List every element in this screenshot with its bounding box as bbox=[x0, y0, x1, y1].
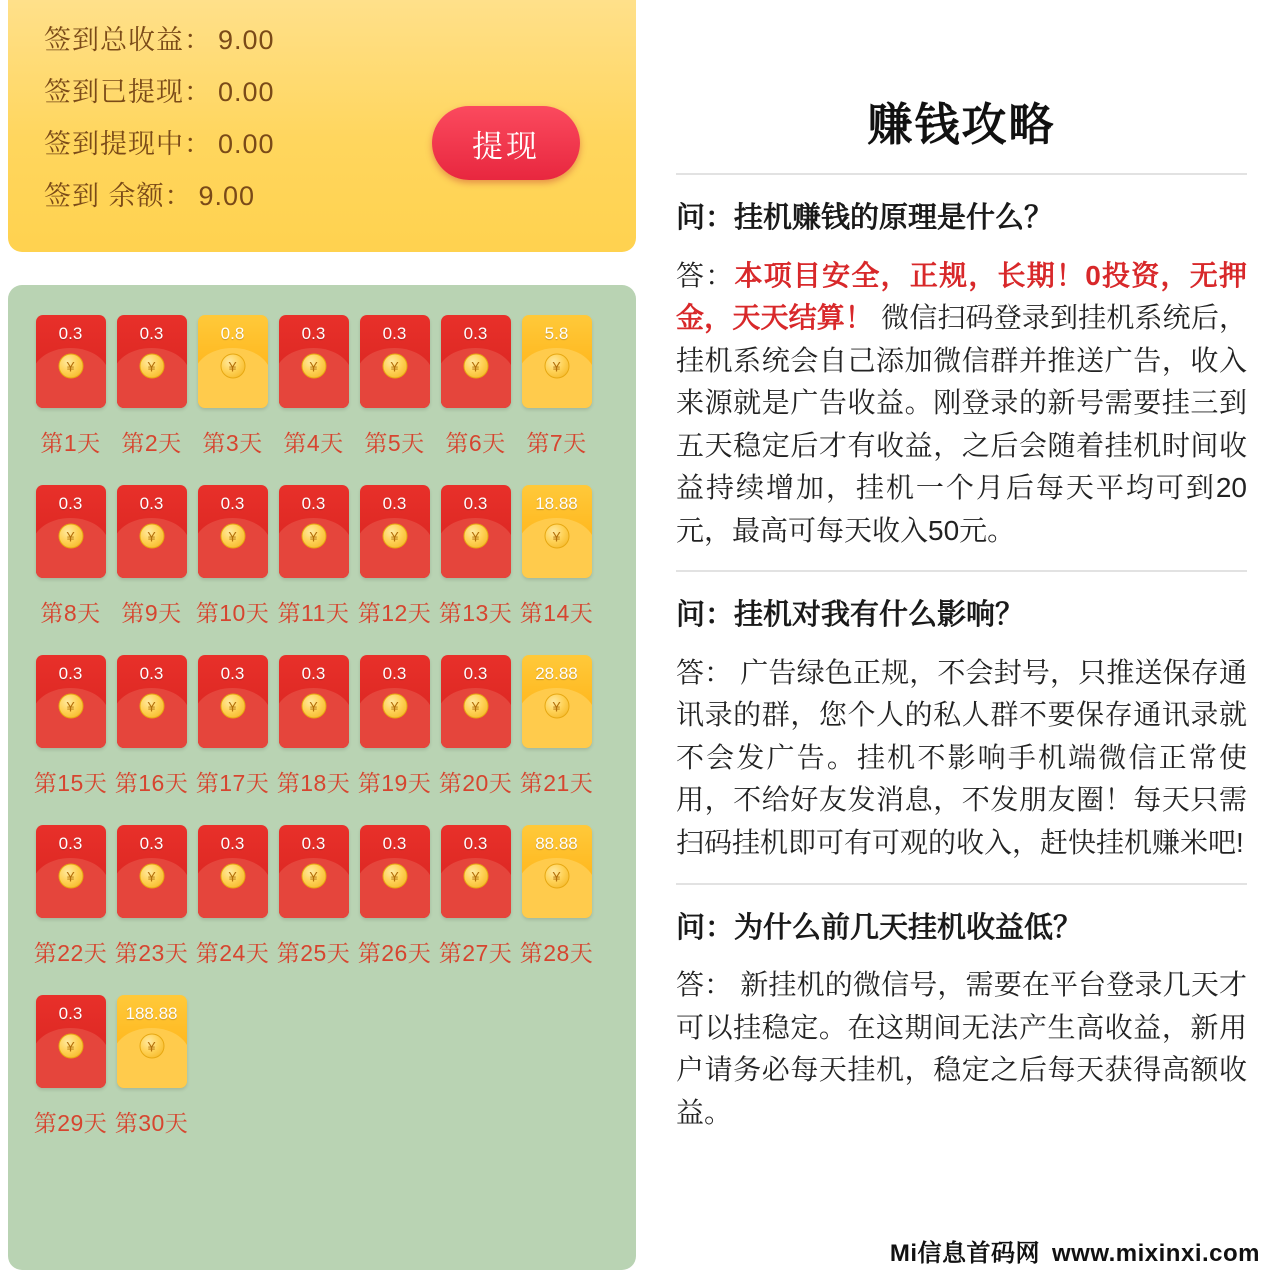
envelope-amount: 0.3 bbox=[139, 664, 164, 683]
coin-icon: ¥ bbox=[544, 354, 569, 379]
envelope-amount: 0.3 bbox=[301, 834, 326, 853]
envelope-amount: 0.3 bbox=[382, 664, 407, 683]
coin-icon: ¥ bbox=[463, 354, 488, 379]
calendar-week bbox=[30, 315, 614, 481]
calendar-day-cell[interactable] bbox=[192, 315, 273, 481]
calendar-day-label: 第5天 bbox=[364, 430, 425, 456]
calendar-day-label: 第13天 bbox=[438, 600, 513, 626]
calendar-day-cell[interactable] bbox=[516, 655, 597, 821]
faq-item bbox=[676, 883, 1247, 1135]
red-envelope-icon[interactable] bbox=[279, 315, 349, 408]
coin-icon: ¥ bbox=[544, 694, 569, 719]
calendar-day-label: 第1天 bbox=[40, 430, 101, 456]
faq-answer-prefix: 答： bbox=[676, 259, 735, 291]
red-envelope-icon[interactable] bbox=[117, 315, 187, 408]
calendar-day-cell[interactable] bbox=[435, 655, 516, 821]
calendar-day-label: 第12天 bbox=[357, 600, 432, 626]
envelope-amount: 0.3 bbox=[58, 1004, 83, 1023]
faq-answer bbox=[676, 964, 1247, 1134]
calendar-day-cell[interactable] bbox=[435, 825, 516, 991]
calendar-day-cell[interactable] bbox=[30, 315, 111, 481]
calendar-day-label: 第26天 bbox=[357, 940, 432, 966]
calendar-day-label: 第19天 bbox=[357, 770, 432, 796]
envelope-amount: 0.3 bbox=[58, 664, 83, 683]
calendar-day-cell[interactable] bbox=[111, 485, 192, 651]
calendar-week-row bbox=[30, 655, 614, 821]
red-envelope-icon[interactable] bbox=[360, 655, 430, 748]
calendar-day-cell[interactable] bbox=[30, 825, 111, 991]
calendar-day-cell[interactable] bbox=[273, 315, 354, 481]
coin-icon: ¥ bbox=[544, 524, 569, 549]
calendar-day-cell[interactable] bbox=[354, 315, 435, 481]
divider bbox=[676, 570, 1247, 572]
red-envelope-icon[interactable] bbox=[117, 655, 187, 748]
red-envelope-icon[interactable] bbox=[117, 485, 187, 578]
calendar-day-cell[interactable] bbox=[111, 825, 192, 991]
withdraw-button[interactable]: 提现 bbox=[432, 106, 580, 180]
faq-question: 问：为什么前几天挂机收益低？ bbox=[676, 911, 1083, 944]
coin-icon: ¥ bbox=[58, 864, 83, 889]
envelope-amount: 0.3 bbox=[220, 664, 245, 683]
calendar-day-label: 第22天 bbox=[33, 940, 108, 966]
envelope-amount: 0.3 bbox=[382, 834, 407, 853]
calendar-day-cell[interactable] bbox=[516, 315, 597, 481]
calendar-day-cell[interactable] bbox=[111, 655, 192, 821]
divider bbox=[676, 173, 1247, 175]
faq-answer-highlight: 本项目安全，正规，长期！0投资，无押金，天天结算！ bbox=[676, 259, 1247, 334]
calendar-day-label: 第3天 bbox=[202, 430, 263, 456]
calendar-week-row bbox=[30, 825, 614, 991]
envelope-amount: 0.3 bbox=[463, 834, 488, 853]
faq-answer bbox=[676, 255, 1247, 553]
red-envelope-icon[interactable] bbox=[441, 485, 511, 578]
faq-answer-prefix: 答： bbox=[676, 656, 733, 688]
calendar-week bbox=[30, 995, 614, 1161]
calendar-day-label: 第9天 bbox=[121, 600, 182, 626]
calendar-day-label: 第21天 bbox=[519, 770, 594, 796]
coin-icon: ¥ bbox=[382, 694, 407, 719]
signin-calendar-card bbox=[8, 285, 636, 1270]
signin-stat-value: 9.00 bbox=[198, 181, 256, 211]
coin-icon: ¥ bbox=[463, 864, 488, 889]
calendar-day-label: 第27天 bbox=[438, 940, 513, 966]
red-envelope-icon[interactable] bbox=[441, 655, 511, 748]
signin-stat-value: 0.00 bbox=[218, 129, 275, 159]
red-envelope-icon[interactable] bbox=[36, 655, 106, 748]
red-envelope-icon[interactable] bbox=[279, 655, 349, 748]
calendar-day-label: 第4天 bbox=[283, 430, 344, 456]
envelope-amount: 0.3 bbox=[463, 324, 488, 343]
calendar-day-label: 第11天 bbox=[277, 600, 350, 626]
calendar-day-cell[interactable] bbox=[111, 315, 192, 481]
coin-icon: ¥ bbox=[139, 694, 164, 719]
red-envelope-icon[interactable] bbox=[36, 825, 106, 918]
coin-icon: ¥ bbox=[139, 354, 164, 379]
coin-icon: ¥ bbox=[301, 694, 326, 719]
calendar-day-cell[interactable] bbox=[192, 485, 273, 651]
calendar-day-cell[interactable] bbox=[435, 315, 516, 481]
calendar-day-cell[interactable] bbox=[273, 485, 354, 651]
watermark bbox=[890, 1233, 1260, 1268]
red-envelope-icon[interactable] bbox=[279, 485, 349, 578]
red-envelope-icon[interactable] bbox=[198, 485, 268, 578]
envelope-amount: 0.3 bbox=[58, 494, 83, 513]
envelope-amount: 0.3 bbox=[382, 494, 407, 513]
envelope-amount: 0.3 bbox=[463, 494, 488, 513]
coin-icon: ¥ bbox=[139, 524, 164, 549]
calendar-day-label: 第15天 bbox=[33, 770, 108, 796]
calendar-day-label: 第30天 bbox=[114, 1110, 189, 1136]
coin-icon: ¥ bbox=[58, 694, 83, 719]
coin-icon: ¥ bbox=[301, 864, 326, 889]
red-envelope-icon[interactable] bbox=[522, 825, 592, 918]
faq-answer-body: 广告绿色正规，不会封号，只推送保存通讯录的群，您个人的私人群不要保存通讯录就不会发广告。挂机不影响手机端微信正常使用，不给好友发消息，不发朋友圈！每天只需扫码挂机即可有可观的收入，赶快挂机赚米吧! bbox=[676, 656, 1247, 859]
calendar-day-label: 第24天 bbox=[195, 940, 270, 966]
envelope-amount: 188.88 bbox=[125, 1004, 178, 1023]
calendar-day-cell[interactable] bbox=[435, 485, 516, 651]
calendar-week-row bbox=[30, 315, 614, 481]
coin-icon: ¥ bbox=[139, 1034, 164, 1059]
calendar-day-cell[interactable] bbox=[111, 995, 192, 1161]
envelope-amount: 0.3 bbox=[463, 664, 488, 683]
red-envelope-icon[interactable] bbox=[522, 655, 592, 748]
calendar-day-label: 第6天 bbox=[445, 430, 506, 456]
coin-icon: ¥ bbox=[301, 354, 326, 379]
envelope-amount: 5.8 bbox=[544, 324, 569, 343]
red-envelope-icon[interactable] bbox=[36, 485, 106, 578]
red-envelope-icon[interactable] bbox=[441, 825, 511, 918]
coin-icon: ¥ bbox=[220, 864, 245, 889]
envelope-amount: 0.3 bbox=[220, 834, 245, 853]
envelope-amount: 0.3 bbox=[139, 834, 164, 853]
red-envelope-icon[interactable] bbox=[36, 315, 106, 408]
right-panel bbox=[644, 0, 1280, 1280]
envelope-amount: 0.3 bbox=[139, 494, 164, 513]
faq-answer-prefix: 答： bbox=[676, 969, 733, 1001]
signin-stat-label: 签到 余额： bbox=[44, 181, 193, 211]
divider bbox=[676, 883, 1247, 885]
calendar-day-label: 第16天 bbox=[114, 770, 189, 796]
page-title: 赚钱攻略 bbox=[867, 99, 1056, 150]
calendar-day-label: 第2天 bbox=[121, 430, 182, 456]
red-envelope-icon[interactable] bbox=[36, 995, 106, 1088]
signin-stat-label: 签到提现中： bbox=[44, 129, 212, 159]
calendar-day-cell[interactable] bbox=[516, 485, 597, 651]
faq-answer-body: 新挂机的微信号，需要在平台登录几天才可以挂稳定。在这期间无法产生高收益，新用户请务必每天挂机，稳定之后每天获得高额收益。 bbox=[676, 969, 1247, 1128]
faq-answer bbox=[676, 652, 1247, 865]
calendar-week bbox=[30, 825, 614, 991]
calendar-day-label: 第28天 bbox=[519, 940, 594, 966]
faq-answer-body: 微信扫码登录到挂机系统后，挂机系统会自己添加微信群并推送广告，收入来源就是广告收益。刚登录的新号需要挂三到五天稳定后才有收益，之后会随着挂机时间收益持续增加，挂机一个月后每天平均可到20元，最高可每天收入50元。 bbox=[676, 302, 1247, 546]
signin-stat-label: 签到总收益： bbox=[44, 25, 212, 55]
coin-icon: ¥ bbox=[382, 864, 407, 889]
red-envelope-icon[interactable] bbox=[522, 485, 592, 578]
envelope-amount: 88.88 bbox=[535, 834, 578, 853]
envelope-amount: 0.3 bbox=[220, 494, 245, 513]
coin-icon: ¥ bbox=[58, 524, 83, 549]
envelope-amount: 0.3 bbox=[58, 834, 83, 853]
calendar-day-cell[interactable] bbox=[30, 485, 111, 651]
faq-item bbox=[676, 173, 1247, 552]
calendar-day-cell[interactable] bbox=[192, 655, 273, 821]
calendar-day-cell[interactable] bbox=[192, 825, 273, 991]
calendar-day-cell[interactable] bbox=[354, 655, 435, 821]
red-envelope-icon[interactable] bbox=[522, 315, 592, 408]
calendar-day-cell[interactable] bbox=[30, 655, 111, 821]
red-envelope-icon[interactable] bbox=[198, 315, 268, 408]
envelope-amount: 0.8 bbox=[220, 324, 245, 343]
calendar-day-label: 第29天 bbox=[33, 1110, 108, 1136]
watermark-site: www.mixinxi.com bbox=[1052, 1240, 1260, 1267]
envelope-amount: 28.88 bbox=[535, 664, 578, 683]
calendar-week-row bbox=[30, 995, 614, 1161]
coin-icon: ¥ bbox=[463, 694, 488, 719]
signin-stat-value: 0.00 bbox=[218, 77, 275, 107]
calendar-day-cell[interactable] bbox=[354, 825, 435, 991]
coin-icon: ¥ bbox=[220, 524, 245, 549]
envelope-amount: 0.3 bbox=[301, 494, 326, 513]
red-envelope-icon[interactable] bbox=[198, 655, 268, 748]
envelope-amount: 0.3 bbox=[58, 324, 83, 343]
calendar-day-cell[interactable] bbox=[30, 995, 111, 1161]
red-envelope-icon[interactable] bbox=[198, 825, 268, 918]
signin-stat-row bbox=[44, 18, 612, 70]
calendar-day-label: 第14天 bbox=[519, 600, 594, 626]
coin-icon: ¥ bbox=[58, 354, 83, 379]
calendar-day-label: 第23天 bbox=[114, 940, 189, 966]
calendar-day-label: 第18天 bbox=[276, 770, 351, 796]
coin-icon: ¥ bbox=[220, 354, 245, 379]
envelope-amount: 0.3 bbox=[382, 324, 407, 343]
calendar-day-label: 第25天 bbox=[276, 940, 351, 966]
faq-item bbox=[676, 570, 1247, 864]
coin-icon: ¥ bbox=[220, 694, 245, 719]
faq-question: 问：挂机赚钱的原理是什么？ bbox=[676, 202, 1054, 234]
red-envelope-icon[interactable] bbox=[360, 315, 430, 408]
signin-stat-row bbox=[44, 174, 612, 226]
red-envelope-icon[interactable] bbox=[279, 825, 349, 918]
envelope-amount: 0.3 bbox=[139, 324, 164, 343]
signin-stat-label: 签到已提现： bbox=[44, 77, 212, 107]
coin-icon: ¥ bbox=[301, 524, 326, 549]
calendar-day-label: 第8天 bbox=[40, 600, 101, 626]
watermark-brand: Mi信息首码网 bbox=[889, 1240, 1040, 1267]
calendar-day-cell[interactable] bbox=[354, 485, 435, 651]
calendar-day-cell[interactable] bbox=[516, 825, 597, 991]
calendar-day-label: 第20天 bbox=[438, 770, 513, 796]
calendar-day-label: 第7天 bbox=[526, 430, 587, 456]
calendar-day-label: 第17天 bbox=[195, 770, 270, 796]
calendar-day-cell[interactable] bbox=[273, 655, 354, 821]
coin-icon: ¥ bbox=[382, 524, 407, 549]
calendar-week-row bbox=[30, 485, 614, 651]
coin-icon: ¥ bbox=[544, 864, 569, 889]
signin-summary-card bbox=[8, 0, 636, 252]
coin-icon: ¥ bbox=[463, 524, 488, 549]
envelope-amount: 0.3 bbox=[301, 324, 326, 343]
calendar-week bbox=[30, 655, 614, 821]
signin-stat-value: 9.00 bbox=[218, 25, 275, 55]
calendar-weeks bbox=[30, 315, 614, 1161]
faq-question: 问：挂机对我有什么影响？ bbox=[676, 599, 1025, 632]
red-envelope-icon[interactable] bbox=[117, 995, 187, 1088]
red-envelope-icon[interactable] bbox=[360, 825, 430, 918]
coin-icon: ¥ bbox=[58, 1034, 83, 1059]
faq-list bbox=[676, 173, 1247, 1134]
calendar-day-cell[interactable] bbox=[273, 825, 354, 991]
red-envelope-icon[interactable] bbox=[117, 825, 187, 918]
envelope-amount: 0.3 bbox=[301, 664, 326, 683]
red-envelope-icon[interactable] bbox=[441, 315, 511, 408]
calendar-week bbox=[30, 485, 614, 651]
coin-icon: ¥ bbox=[382, 354, 407, 379]
coin-icon: ¥ bbox=[139, 864, 164, 889]
calendar-day-label: 第10天 bbox=[195, 600, 270, 626]
red-envelope-icon[interactable] bbox=[360, 485, 430, 578]
envelope-amount: 18.88 bbox=[535, 494, 578, 513]
